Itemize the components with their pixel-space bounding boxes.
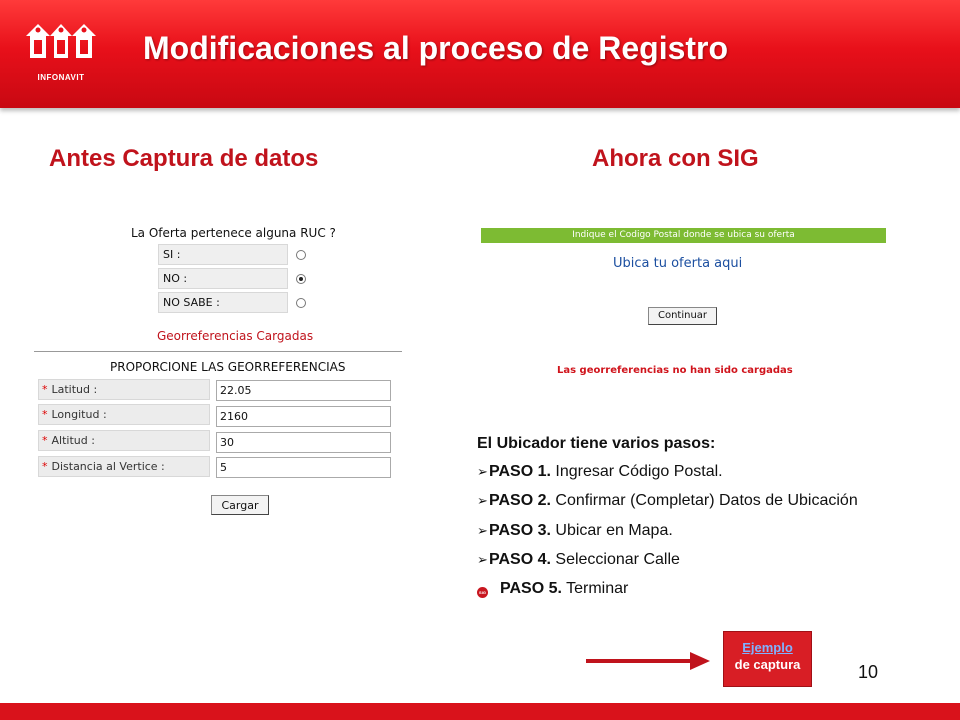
ruc-si-radio[interactable]: [296, 250, 306, 260]
arrow-bullet-icon: ➢: [477, 493, 488, 508]
divider: [34, 351, 402, 352]
altitud-input[interactable]: 30: [216, 432, 391, 453]
section-title: PROPORCIONE LAS GEORREFERENCIAS: [110, 360, 346, 374]
field-label-text: Latitud :: [51, 383, 98, 396]
postal-code-banner: Indique el Codigo Postal donde se ubica su oferta: [481, 228, 886, 243]
geo-loaded-label: Georreferencias Cargadas: [157, 329, 314, 343]
step-item: ➢PASO 4. Seleccionar Calle: [477, 551, 680, 568]
ejemplo-link[interactable]: Ejemplo: [742, 640, 793, 655]
required-mark: *: [42, 408, 48, 421]
right-heading: Ahora con SIG: [592, 145, 759, 172]
longitud-input[interactable]: 2160: [216, 406, 391, 427]
footer-bar: [0, 703, 960, 720]
distancia-input[interactable]: 5: [216, 457, 391, 478]
status-message: Las georreferencias no han sido cargadas: [557, 365, 793, 376]
required-mark: *: [42, 460, 48, 473]
arrow-bullet-icon: ➢: [477, 464, 488, 479]
altitud-label: [38, 430, 210, 451]
step-item: ➢PASO 1. Ingresar Código Postal.: [477, 463, 723, 480]
ruc-option-label: NO :: [158, 268, 288, 289]
latitud-label: [38, 379, 210, 400]
page-number: 10: [858, 662, 879, 682]
step-item: SIG PASO 5. Terminar: [477, 580, 628, 598]
step-item: ➢PASO 3. Ubicar en Mapa.: [477, 522, 673, 539]
continuar-button[interactable]: Continuar: [648, 307, 717, 325]
sig-icon: SIG: [477, 587, 488, 598]
ruc-no-radio[interactable]: [296, 274, 306, 284]
required-mark: *: [42, 383, 48, 396]
field-label-text: Altitud :: [51, 434, 95, 447]
arrow-right-icon: [584, 650, 714, 672]
latitud-input[interactable]: 22.05: [216, 380, 391, 401]
steps-heading: El Ubicador tiene varios pasos:: [477, 435, 716, 452]
arrow-bullet-icon: ➢: [477, 523, 488, 538]
longitud-label: [38, 404, 210, 425]
step-item: ➢PASO 2. Confirmar (Completar) Datos de Ubicación: [477, 492, 858, 509]
ruc-option-label: NO SABE :: [158, 292, 288, 313]
distancia-label: [38, 456, 210, 477]
field-label-text: Distancia al Vertice :: [51, 460, 165, 473]
field-label-text: Longitud :: [51, 408, 107, 421]
logo-text: INFONAVIT: [37, 73, 85, 82]
infonavit-logo-icon: [24, 18, 98, 72]
cargar-button[interactable]: Cargar: [211, 495, 269, 515]
required-mark: *: [42, 434, 48, 447]
page-title: Modificaciones al proceso de Registro: [143, 30, 729, 66]
ubica-oferta-link[interactable]: Ubica tu oferta aqui: [613, 256, 743, 271]
ruc-question: La Oferta pertenece alguna RUC ?: [131, 226, 336, 240]
ruc-option-label: SI :: [158, 244, 288, 265]
ruc-no-sabe-radio[interactable]: [296, 298, 306, 308]
ejemplo-captura-button[interactable]: [723, 631, 812, 687]
left-heading: Antes Captura de datos: [49, 145, 319, 172]
ejemplo-sub-label: de captura: [734, 657, 801, 672]
arrow-bullet-icon: ➢: [477, 552, 488, 567]
header-banner: [0, 0, 960, 108]
